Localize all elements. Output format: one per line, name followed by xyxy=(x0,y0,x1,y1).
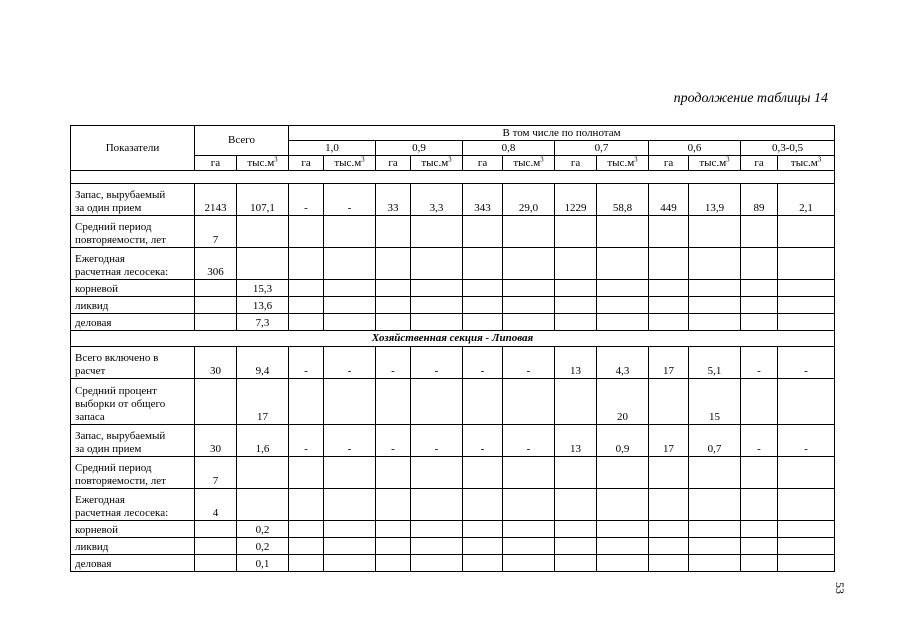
table-cell xyxy=(689,297,741,314)
header-unit-ha: га xyxy=(195,156,237,171)
table-cell: 0,2 xyxy=(237,538,289,555)
table-cell xyxy=(555,297,597,314)
table-cell xyxy=(778,280,835,297)
table-cell: 13,9 xyxy=(689,184,741,216)
table-cell xyxy=(778,314,835,331)
table-cell: 1,6 xyxy=(237,425,289,457)
table-cell xyxy=(741,216,778,248)
row-label xyxy=(71,216,195,248)
table-cell xyxy=(289,489,324,521)
unit-volume-superscript: 3 xyxy=(448,155,452,163)
unit-volume-base: тыс.м xyxy=(699,156,727,169)
table-cell xyxy=(555,555,597,572)
table-cell: - xyxy=(411,425,463,457)
table-cell: 0,1 xyxy=(237,555,289,572)
header-unit-volume xyxy=(237,156,289,171)
table-row xyxy=(71,521,835,538)
unit-volume-base: тыс.м xyxy=(421,156,449,169)
table-cell: 13 xyxy=(555,347,597,379)
row-label xyxy=(71,489,195,521)
table-row xyxy=(71,555,835,572)
section-title: Хозяйственная секция - Липовая xyxy=(71,331,835,347)
table-cell xyxy=(411,297,463,314)
row-label xyxy=(71,314,195,331)
header-indicators: Показатели xyxy=(71,126,195,171)
table-cell: - xyxy=(411,347,463,379)
table-cell xyxy=(376,216,411,248)
table-cell: - xyxy=(778,347,835,379)
table-cell xyxy=(324,555,376,572)
table-cell xyxy=(741,489,778,521)
table-cell xyxy=(503,297,555,314)
table-cell xyxy=(289,297,324,314)
table-cell: 0,9 xyxy=(597,425,649,457)
table-cell: - xyxy=(324,425,376,457)
table-cell xyxy=(376,457,411,489)
table-cell xyxy=(324,457,376,489)
row-label-line: за один прием xyxy=(75,202,142,214)
table-cell xyxy=(597,555,649,572)
table-cell xyxy=(503,555,555,572)
data-table xyxy=(70,125,835,572)
table-cell xyxy=(463,457,503,489)
header-unit-volume xyxy=(778,156,835,171)
row-label-line: корневой xyxy=(75,524,119,536)
table-cell xyxy=(463,489,503,521)
table-cell: 9,4 xyxy=(237,347,289,379)
unit-volume-superscript: 3 xyxy=(634,155,638,163)
table-cell xyxy=(649,216,689,248)
header-unit-ha: га xyxy=(376,156,411,171)
table-cell xyxy=(649,280,689,297)
header-density-0: 1,0 xyxy=(289,141,376,156)
table-cell xyxy=(289,521,324,538)
table-cell: 449 xyxy=(649,184,689,216)
table-cell xyxy=(411,555,463,572)
row-label-line: Средний процент xyxy=(75,385,157,397)
row-label-line: выборки от общего xyxy=(75,398,166,410)
table-cell xyxy=(689,248,741,280)
table-caption: продолжение таблицы 14 xyxy=(673,91,828,106)
table-cell xyxy=(376,489,411,521)
row-label xyxy=(71,379,195,425)
table-cell: 107,1 xyxy=(237,184,289,216)
table-cell xyxy=(195,297,237,314)
table-cell xyxy=(463,521,503,538)
table-cell xyxy=(503,379,555,425)
table-cell xyxy=(778,248,835,280)
table-cell xyxy=(411,216,463,248)
row-label-line: повторяемости, лет xyxy=(75,234,166,246)
unit-volume-base: тыс.м xyxy=(334,156,362,169)
table-cell: - xyxy=(463,425,503,457)
table-cell xyxy=(463,379,503,425)
table-cell xyxy=(503,538,555,555)
table-cell xyxy=(649,314,689,331)
row-label xyxy=(71,280,195,297)
table-cell xyxy=(324,216,376,248)
table-cell: 3,3 xyxy=(411,184,463,216)
header-by-density: В том числе по полнотам xyxy=(289,126,835,141)
table-row xyxy=(71,216,835,248)
table-cell xyxy=(741,521,778,538)
table-cell: - xyxy=(289,425,324,457)
header-unit-volume xyxy=(597,156,649,171)
table-cell: 2143 xyxy=(195,184,237,216)
row-label-line: Ежегодная xyxy=(75,494,125,506)
header-unit-volume xyxy=(689,156,741,171)
table-cell xyxy=(237,248,289,280)
table-cell: 29,0 xyxy=(503,184,555,216)
table-cell xyxy=(741,538,778,555)
header-unit-volume xyxy=(411,156,463,171)
table-cell xyxy=(689,538,741,555)
table-cell xyxy=(597,457,649,489)
table-cell xyxy=(376,248,411,280)
table-cell: 4 xyxy=(195,489,237,521)
table-cell: - xyxy=(289,184,324,216)
table-cell xyxy=(741,248,778,280)
row-label-line: за один прием xyxy=(75,443,142,455)
table-cell xyxy=(411,280,463,297)
table-cell xyxy=(376,521,411,538)
row-label xyxy=(71,538,195,555)
table-cell xyxy=(376,297,411,314)
table-cell: 0,7 xyxy=(689,425,741,457)
header-unit-volume xyxy=(503,156,555,171)
row-label-line: Всего включено в xyxy=(75,352,159,364)
table-cell: 17 xyxy=(649,425,689,457)
table-cell: - xyxy=(503,425,555,457)
table-cell xyxy=(289,555,324,572)
table-cell xyxy=(463,248,503,280)
table-cell xyxy=(376,555,411,572)
unit-volume-superscript: 3 xyxy=(540,155,544,163)
unit-volume-superscript: 3 xyxy=(817,155,822,163)
header-density-2: 0,8 xyxy=(463,141,555,156)
header-total: Всего xyxy=(195,126,289,156)
table-cell xyxy=(597,314,649,331)
table-cell xyxy=(597,248,649,280)
table-cell xyxy=(597,489,649,521)
table-cell: 17 xyxy=(237,379,289,425)
table-cell xyxy=(376,280,411,297)
table-cell xyxy=(195,521,237,538)
table-cell xyxy=(778,489,835,521)
row-label-line: ликвид xyxy=(75,300,109,312)
table-cell xyxy=(289,216,324,248)
row-label-line: деловая xyxy=(75,317,112,329)
row-label-line: Ежегодная xyxy=(75,253,125,265)
table-cell xyxy=(741,457,778,489)
table-cell xyxy=(597,538,649,555)
table-cell xyxy=(289,457,324,489)
table-cell xyxy=(503,216,555,248)
table-cell: - xyxy=(289,347,324,379)
page-number: 53 xyxy=(833,582,847,594)
row-label xyxy=(71,347,195,379)
table-cell xyxy=(689,457,741,489)
table-cell: 2,1 xyxy=(778,184,835,216)
table-cell xyxy=(411,314,463,331)
table-cell xyxy=(463,280,503,297)
table-cell: 343 xyxy=(463,184,503,216)
table-cell xyxy=(649,457,689,489)
table-cell xyxy=(411,248,463,280)
table-cell xyxy=(555,280,597,297)
table-cell xyxy=(649,379,689,425)
table-cell: 7 xyxy=(195,457,237,489)
row-label-line: повторяемости, лет xyxy=(75,475,166,487)
row-label xyxy=(71,297,195,314)
table-cell xyxy=(597,280,649,297)
header-unit-ha: га xyxy=(649,156,689,171)
table-cell xyxy=(411,457,463,489)
header-unit-ha: га xyxy=(555,156,597,171)
unit-volume-superscript: 3 xyxy=(726,155,730,163)
table-cell xyxy=(689,555,741,572)
table-row xyxy=(71,425,835,457)
header-density-5: 0,3-0,5 xyxy=(741,141,835,156)
row-label-line: корневой xyxy=(75,283,119,295)
table-cell xyxy=(778,555,835,572)
row-label-line: расчетная лесосека: xyxy=(75,507,169,519)
spacer-row xyxy=(71,171,835,184)
row-label-line: деловая xyxy=(75,558,112,570)
table-cell xyxy=(778,216,835,248)
row-label-line: расчетная лесосека: xyxy=(75,266,169,278)
table-cell xyxy=(555,216,597,248)
table-row xyxy=(71,347,835,379)
header-unit-volume xyxy=(324,156,376,171)
table-cell xyxy=(463,555,503,572)
table-cell xyxy=(289,280,324,297)
table-cell: 89 xyxy=(741,184,778,216)
table-cell xyxy=(555,521,597,538)
table-cell xyxy=(741,280,778,297)
table-cell: 1229 xyxy=(555,184,597,216)
table-cell xyxy=(411,489,463,521)
table-cell xyxy=(195,538,237,555)
table-cell xyxy=(597,216,649,248)
table-cell xyxy=(555,489,597,521)
table-cell xyxy=(649,297,689,314)
unit-volume-base: тыс.м xyxy=(607,156,635,169)
section-row xyxy=(71,331,835,347)
table-cell: 30 xyxy=(195,347,237,379)
table-cell xyxy=(778,297,835,314)
table-cell xyxy=(324,280,376,297)
table-cell xyxy=(463,538,503,555)
table-cell xyxy=(324,314,376,331)
row-label-line: Средний период xyxy=(75,462,152,474)
table-cell: 33 xyxy=(376,184,411,216)
table-row xyxy=(71,457,835,489)
table-cell xyxy=(324,489,376,521)
table-cell: 13,6 xyxy=(237,297,289,314)
row-label-line: ликвид xyxy=(75,541,109,553)
table-cell: - xyxy=(376,347,411,379)
table-row xyxy=(71,379,835,425)
table-row xyxy=(71,297,835,314)
table-cell xyxy=(503,521,555,538)
table-cell xyxy=(411,521,463,538)
table-cell xyxy=(463,297,503,314)
table-cell xyxy=(324,297,376,314)
table-cell xyxy=(289,314,324,331)
row-label xyxy=(71,248,195,280)
table-row xyxy=(71,248,835,280)
table-cell xyxy=(237,457,289,489)
table-cell xyxy=(195,314,237,331)
table-cell: 15,3 xyxy=(237,280,289,297)
unit-volume-superscript: 3 xyxy=(361,155,365,163)
table-cell xyxy=(376,314,411,331)
table-cell xyxy=(289,538,324,555)
table-cell xyxy=(689,521,741,538)
header-density-4: 0,6 xyxy=(649,141,741,156)
table-cell: 7,3 xyxy=(237,314,289,331)
unit-volume-base: тыс.м xyxy=(790,156,818,169)
unit-volume-base: тыс.м xyxy=(513,156,541,169)
table-cell xyxy=(555,248,597,280)
table-cell xyxy=(503,457,555,489)
table-cell xyxy=(689,216,741,248)
table-cell xyxy=(289,248,324,280)
table-cell xyxy=(503,489,555,521)
table-cell xyxy=(649,538,689,555)
table-cell xyxy=(555,538,597,555)
unit-volume-superscript: 3 xyxy=(274,155,278,163)
table-row xyxy=(71,538,835,555)
table-cell: 5,1 xyxy=(689,347,741,379)
table-cell xyxy=(289,379,324,425)
table-cell xyxy=(555,314,597,331)
unit-volume-base: тыс.м xyxy=(247,156,275,169)
table-cell xyxy=(503,314,555,331)
table-cell xyxy=(376,379,411,425)
table-cell xyxy=(463,314,503,331)
row-label-line: Запас, вырубаемый xyxy=(75,189,166,201)
table-cell: 30 xyxy=(195,425,237,457)
header-density-1: 0,9 xyxy=(376,141,463,156)
row-label xyxy=(71,425,195,457)
row-label xyxy=(71,555,195,572)
table-cell xyxy=(324,379,376,425)
table-cell xyxy=(195,280,237,297)
table-cell xyxy=(555,379,597,425)
table-cell xyxy=(597,521,649,538)
table-cell: - xyxy=(778,425,835,457)
header-unit-ha: га xyxy=(289,156,324,171)
table-cell: 58,8 xyxy=(597,184,649,216)
table-cell: - xyxy=(324,184,376,216)
header-density-3: 0,7 xyxy=(555,141,649,156)
table-cell: - xyxy=(463,347,503,379)
table-cell xyxy=(411,538,463,555)
table-cell xyxy=(324,538,376,555)
table-row xyxy=(71,280,835,297)
table-cell xyxy=(503,280,555,297)
table-cell: - xyxy=(324,347,376,379)
table-row xyxy=(71,314,835,331)
table-cell xyxy=(503,248,555,280)
table-cell xyxy=(649,248,689,280)
table-cell xyxy=(689,489,741,521)
row-label-line: Средний период xyxy=(75,221,152,233)
table-cell xyxy=(324,248,376,280)
table-cell xyxy=(778,538,835,555)
row-label-line: Запас, вырубаемый xyxy=(75,430,166,442)
table-cell xyxy=(555,457,597,489)
table-cell xyxy=(195,555,237,572)
table-cell xyxy=(649,521,689,538)
table-cell: 306 xyxy=(195,248,237,280)
table-cell: - xyxy=(741,347,778,379)
table-cell xyxy=(778,457,835,489)
table-cell xyxy=(741,555,778,572)
table-row xyxy=(71,489,835,521)
table-cell xyxy=(741,379,778,425)
table-cell xyxy=(689,314,741,331)
row-label-line: расчет xyxy=(75,365,106,377)
table-cell: - xyxy=(741,425,778,457)
table-cell xyxy=(195,379,237,425)
table-cell xyxy=(324,521,376,538)
table-cell: - xyxy=(503,347,555,379)
table-cell: 0,2 xyxy=(237,521,289,538)
table-cell: 17 xyxy=(649,347,689,379)
table-cell xyxy=(741,297,778,314)
table-cell xyxy=(411,379,463,425)
table-cell xyxy=(649,489,689,521)
table-cell: 13 xyxy=(555,425,597,457)
row-label xyxy=(71,184,195,216)
table-cell xyxy=(778,379,835,425)
table-cell: 4,3 xyxy=(597,347,649,379)
table-cell xyxy=(689,280,741,297)
row-label-line: запаса xyxy=(75,411,105,423)
table-cell: 7 xyxy=(195,216,237,248)
table-cell: 15 xyxy=(689,379,741,425)
table-cell: - xyxy=(376,425,411,457)
table-cell xyxy=(376,538,411,555)
table-row xyxy=(71,184,835,216)
table-cell xyxy=(778,521,835,538)
table-cell xyxy=(237,489,289,521)
table-cell xyxy=(649,555,689,572)
header-unit-ha: га xyxy=(741,156,778,171)
table-cell: 20 xyxy=(597,379,649,425)
row-label xyxy=(71,521,195,538)
table-cell xyxy=(741,314,778,331)
table-cell xyxy=(597,297,649,314)
table-cell xyxy=(237,216,289,248)
row-label xyxy=(71,457,195,489)
table-cell xyxy=(463,216,503,248)
header-unit-ha: га xyxy=(463,156,503,171)
